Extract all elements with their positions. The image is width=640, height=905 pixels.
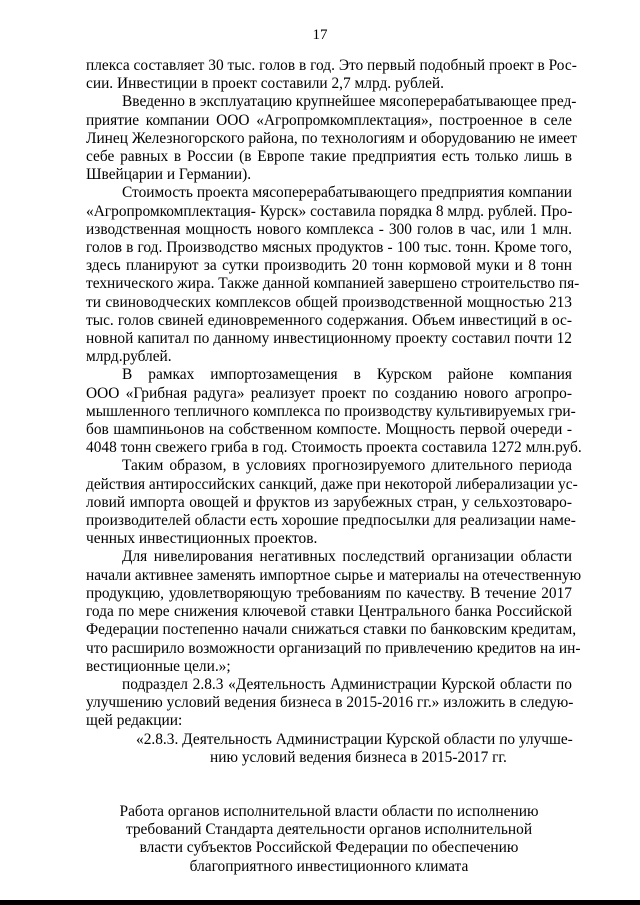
paragraph	[86, 548, 582, 675]
heading-line: требований Стандарта деятельности органов исполнительной	[125, 821, 533, 839]
paragraph	[86, 457, 578, 548]
paragraph-line: 4048 тонн свежего гриба в год. Стоимость проекта составила 1272 млн.руб.	[86, 439, 582, 457]
paragraph-line: новной капитал по данному инвестиционному проекту составил почти 12	[86, 330, 572, 348]
paragraph-line: начали активнее заменять импортное сырье и материалы на отечественную	[86, 566, 582, 584]
paragraph-line: производителей области есть хорошие предпосылки для реализации наме-	[86, 512, 576, 530]
paragraph-line: Таким образом, в условиях прогнозируемого длительного периода	[122, 457, 572, 475]
paragraph-line: Линец Железногорского района, по технологиям и оборудованию не имеет	[86, 129, 577, 147]
quote-line: «2.8.3. Деятельность Администрации Курской области по улучше-	[136, 730, 573, 748]
paragraph	[86, 184, 580, 366]
paragraph-line: технического жира. Также данной компанией завершено строительство пя-	[86, 275, 580, 293]
paragraph-line: щей редакции:	[86, 712, 183, 730]
paragraph-line: бов шампиньонов на собственном компосте. Мощность первой очереди -	[86, 421, 572, 439]
paragraph-line: плекса составляет 30 тыс. голов в год. Это первый подобный проект в Рос-	[86, 57, 577, 74]
paragraph-line: Введенно в эксплуатацию крупнейшее мясоперерабатывающее пред-	[122, 93, 577, 111]
scan-edge-bar	[0, 900, 640, 905]
paragraph-line: млрд.рублей.	[86, 348, 172, 366]
paragraph-line: ловий импорта овощей и фруктов из зарубежных стран, у сельхозтоваро-	[86, 493, 572, 511]
paragraph-line: улучшению условий ведения бизнеса в 2015-2016 гг.» изложить в следую-	[86, 694, 574, 712]
quote-line: нию условий ведения бизнеса в 2015-2017 гг.	[210, 748, 507, 766]
paragraph-line: В рамках импортозамещения в Курском районе компания	[122, 366, 572, 384]
paragraph	[86, 57, 577, 93]
paragraph	[86, 366, 582, 457]
paragraph-line: голов в год. Производство мясных продуктов - 100 тыс. тонн. Кроме того,	[86, 239, 572, 257]
paragraph-line: подраздел 2.8.3 «Деятельность Администрации Курской области по	[122, 675, 572, 693]
paragraph-line: года по мере снижения ключевой ставки Центрального банка Российской	[86, 603, 572, 621]
paragraph-line: ти свиноводческих комплексов общей производственной мощностью 213	[86, 293, 572, 311]
paragraph-line: действия антироссийских санкций, даже при некоторой либерализации ус-	[86, 475, 578, 493]
paragraph-line: Федерации постепенно начали снижаться ставки по банковским кредитам,	[86, 621, 577, 639]
paragraph-line: сии. Инвестиции в проект составили 2,7 млрд. рублей.	[86, 75, 445, 93]
section-quote	[136, 731, 572, 767]
document-body	[86, 57, 582, 876]
heading-line: Работа органов исполнительной власти области по исполнению	[119, 802, 539, 820]
page-number: 17	[312, 27, 328, 43]
paragraph	[86, 93, 577, 184]
paragraph-line: ченных инвестиционных проектов.	[86, 530, 318, 548]
paragraph-line: вестиционные цели.»;	[86, 657, 231, 675]
paragraph-line: Швейцарии и Германии).	[86, 166, 252, 184]
paragraph-line: мышленного тепличного комплекса по производству культивируемых гри-	[86, 402, 576, 420]
paragraph-line: Стоимость проекта мясоперерабатывающего предприятия компании	[122, 184, 572, 202]
paragraph-line: изводственная мощность нового комплекса - 300 голов в час, или 1 млн.	[86, 220, 572, 238]
paragraph-line: тыс. голов свиней единовременного содержания. Объем инвестиций в ос-	[86, 311, 572, 329]
paragraph-line: ООО «Грибная радуга» реализует проект по созданию нового агропро-	[86, 384, 572, 402]
paragraph-line: «Агропромкомплектация- Курск» составила порядка 8 млрд. рублей. Про-	[86, 202, 573, 220]
paragraph-line: себе равных в России (в Европе такие предприятия есть только лишь в	[86, 148, 572, 166]
paragraph-line: Для нивелирования негативных последствий организации области	[122, 548, 572, 566]
section-spacer	[86, 767, 572, 803]
heading-line: власти субъектов Российской Федерации по обеспечению	[139, 839, 519, 857]
section-heading	[86, 803, 572, 876]
paragraph-line: здесь планируют за сутки производить 20 тонн кормовой муки и 8 тонн	[86, 257, 572, 275]
paragraph-line: что расширило возможности организаций по привлечению кредитов на ин-	[86, 639, 581, 657]
heading-line: благоприятного инвестиционного климата	[189, 857, 469, 875]
paragraph-line: приятие компании ООО «Агропромкомплектация», построенное в селе	[86, 111, 572, 129]
paragraph-line: продукцию, удовлетворяющую требованиям по качеству. В течение 2017	[86, 584, 572, 602]
paragraph	[86, 676, 572, 731]
